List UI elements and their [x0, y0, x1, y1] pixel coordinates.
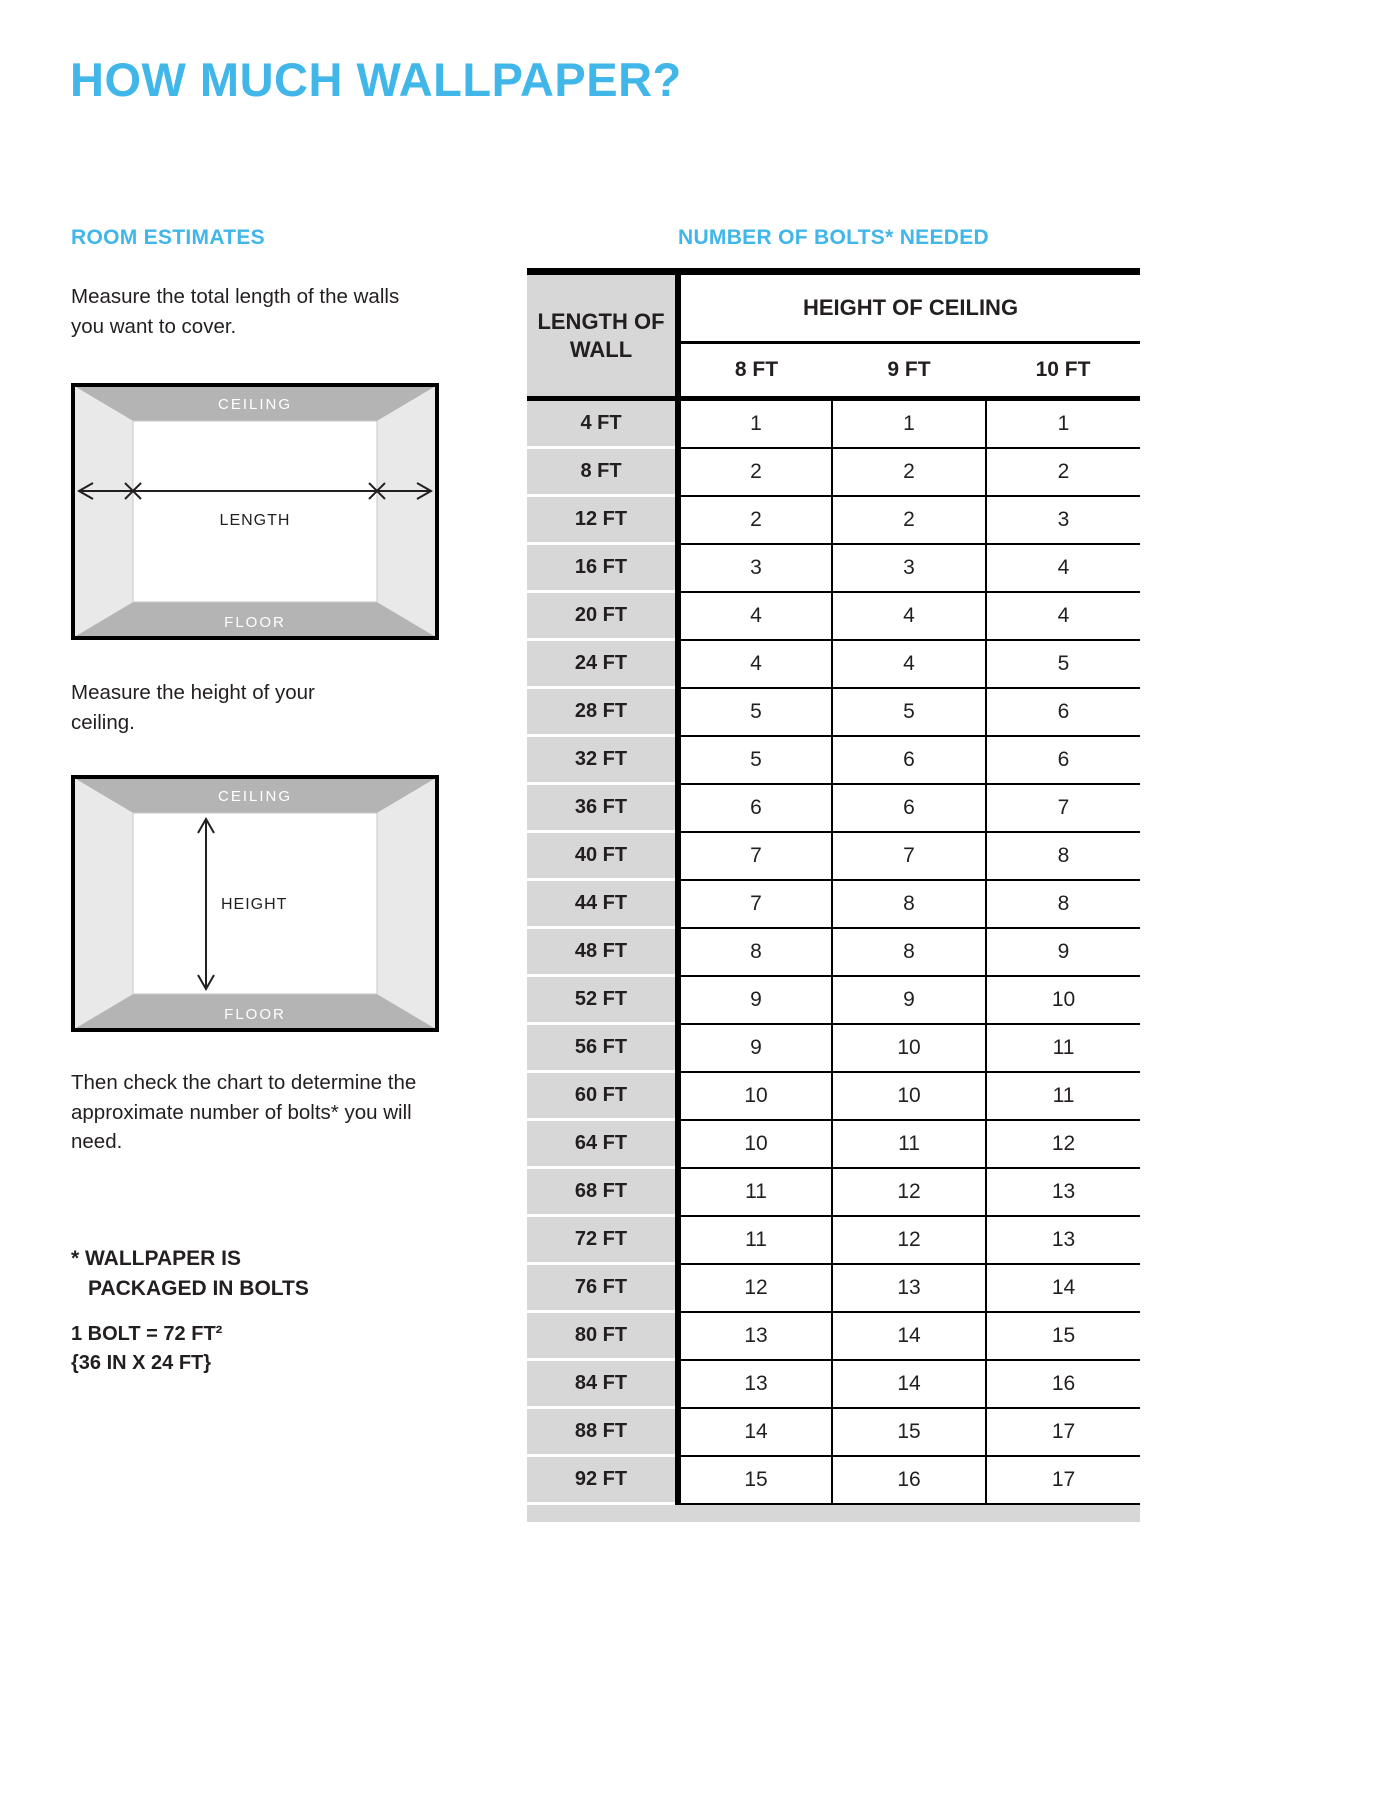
length-label: LENGTH [219, 512, 291, 529]
bolts-value-cell: 16 [986, 1360, 1140, 1408]
wall-length-cell: 24 FT [527, 640, 678, 688]
bolts-value-cell: 4 [986, 592, 1140, 640]
bolts-value-cell: 11 [986, 1024, 1140, 1072]
height-label: HEIGHT [221, 896, 288, 913]
bolts-table-body [527, 399, 1140, 1504]
bolts-value-cell: 17 [986, 1456, 1140, 1504]
wall-length-cell: 76 FT [527, 1264, 678, 1312]
table-footer-strip [527, 1504, 1140, 1523]
left-wall-plane [74, 778, 133, 1029]
bolts-value-cell: 2 [832, 448, 986, 496]
bolts-table-footer [527, 1504, 1140, 1523]
right-wall-plane [377, 778, 436, 1029]
bolts-value-cell: 9 [832, 976, 986, 1024]
footnote-line-2: PACKAGED IN BOLTS [88, 1277, 309, 1301]
table-row [527, 1312, 1140, 1360]
table-row [527, 640, 1140, 688]
room-estimates-heading: ROOM ESTIMATES [71, 226, 265, 249]
bolts-value-cell: 10 [832, 1072, 986, 1120]
table-row [527, 688, 1140, 736]
table-row [527, 832, 1140, 880]
wall-length-cell: 92 FT [527, 1456, 678, 1504]
wall-length-cell: 28 FT [527, 688, 678, 736]
bolts-value-cell: 4 [986, 544, 1140, 592]
bolts-value-cell: 4 [678, 640, 832, 688]
bolts-value-cell: 11 [832, 1120, 986, 1168]
bolts-value-cell: 3 [986, 496, 1140, 544]
instruction-measure-height: Measure the height of your ceiling. [71, 681, 315, 734]
page-title: HOW MUCH WALLPAPER? [70, 53, 682, 106]
bolts-value-cell: 15 [986, 1312, 1140, 1360]
wall-length-cell: 80 FT [527, 1312, 678, 1360]
length-of-wall-header: LENGTH OF WALL [527, 275, 678, 399]
table-row [527, 1216, 1140, 1264]
bolts-value-cell: 2 [678, 448, 832, 496]
bolts-value-cell: 2 [986, 448, 1140, 496]
bolts-value-cell: 12 [986, 1120, 1140, 1168]
bolts-value-cell: 8 [678, 928, 832, 976]
bolts-value-cell: 11 [986, 1072, 1140, 1120]
wall-length-cell: 32 FT [527, 736, 678, 784]
bolts-table [527, 275, 1140, 1522]
bolts-value-cell: 1 [986, 399, 1140, 448]
bolts-value-cell: 15 [678, 1456, 832, 1504]
wall-length-cell: 56 FT [527, 1024, 678, 1072]
wall-length-cell: 68 FT [527, 1168, 678, 1216]
bolts-value-cell: 6 [986, 688, 1140, 736]
bolts-value-cell: 5 [678, 688, 832, 736]
wall-length-cell: 52 FT [527, 976, 678, 1024]
bolts-value-cell: 7 [678, 832, 832, 880]
bolts-value-cell: 12 [832, 1168, 986, 1216]
bolts-value-cell: 13 [986, 1168, 1140, 1216]
bolts-value-cell: 1 [678, 399, 832, 448]
bolts-value-cell: 15 [832, 1408, 986, 1456]
instruction-measure-length: Measure the total length of the walls you want to cover. [71, 285, 400, 338]
bolts-value-cell: 3 [832, 544, 986, 592]
bolt-equation: 1 BOLT = 72 FT² [71, 1323, 223, 1345]
table-row [527, 1120, 1140, 1168]
room-length-diagram [71, 383, 439, 645]
bolts-value-cell: 10 [678, 1072, 832, 1120]
bolts-value-cell: 4 [832, 592, 986, 640]
bolts-table-header [527, 275, 1140, 399]
table-row [527, 1360, 1140, 1408]
bolts-value-cell: 6 [832, 784, 986, 832]
table-row [527, 1024, 1140, 1072]
bolts-value-cell: 10 [986, 976, 1140, 1024]
bolts-value-cell: 1 [832, 399, 986, 448]
ceiling-10ft-header: 10 FT [986, 343, 1140, 399]
floor-label: FLOOR [224, 1006, 286, 1023]
instruction-check-chart: Then check the chart to determine the approximate number of bolts* you will need. [71, 1071, 417, 1154]
bolts-value-cell: 8 [986, 832, 1140, 880]
bolts-value-cell: 14 [986, 1264, 1140, 1312]
ceiling-label: CEILING [217, 788, 293, 805]
table-row [527, 592, 1140, 640]
bolts-value-cell: 13 [678, 1312, 832, 1360]
table-row [527, 1168, 1140, 1216]
room-length-diagram-svg [71, 383, 439, 640]
bolts-value-cell: 5 [678, 736, 832, 784]
wall-length-cell: 84 FT [527, 1360, 678, 1408]
wall-length-cell: 64 FT [527, 1120, 678, 1168]
bolts-value-cell: 8 [986, 880, 1140, 928]
wall-length-cell: 8 FT [527, 448, 678, 496]
bolts-table-container [527, 268, 1140, 1522]
table-row [527, 928, 1140, 976]
table-row [527, 1408, 1140, 1456]
wall-length-cell: 60 FT [527, 1072, 678, 1120]
bolts-value-cell: 2 [678, 496, 832, 544]
bolts-value-cell: 4 [832, 640, 986, 688]
bolts-value-cell: 8 [832, 880, 986, 928]
room-height-diagram [71, 775, 439, 1037]
table-row [527, 1456, 1140, 1504]
bolts-value-cell: 4 [678, 592, 832, 640]
bolts-value-cell: 5 [832, 688, 986, 736]
bolts-value-cell: 11 [678, 1216, 832, 1264]
bolts-value-cell: 7 [678, 880, 832, 928]
bolts-value-cell: 13 [986, 1216, 1140, 1264]
bolts-value-cell: 5 [986, 640, 1140, 688]
table-row [527, 1264, 1140, 1312]
wall-length-cell: 20 FT [527, 592, 678, 640]
table-row [527, 1072, 1140, 1120]
right-wall-plane [377, 386, 436, 637]
bolts-value-cell: 9 [678, 976, 832, 1024]
wall-length-cell: 88 FT [527, 1408, 678, 1456]
wall-length-cell: 16 FT [527, 544, 678, 592]
wall-length-cell: 72 FT [527, 1216, 678, 1264]
bolts-value-cell: 9 [986, 928, 1140, 976]
table-row [527, 544, 1140, 592]
bolts-value-cell: 8 [832, 928, 986, 976]
bolts-value-cell: 12 [832, 1216, 986, 1264]
bolts-value-cell: 6 [832, 736, 986, 784]
wall-length-cell: 40 FT [527, 832, 678, 880]
bolts-value-cell: 12 [678, 1264, 832, 1312]
bolts-value-cell: 14 [832, 1360, 986, 1408]
table-row [527, 880, 1140, 928]
footnote-line-1: * WALLPAPER IS [71, 1247, 241, 1270]
table-row [527, 448, 1140, 496]
bolts-value-cell: 14 [678, 1408, 832, 1456]
ceiling-8ft-header: 8 FT [678, 343, 832, 399]
bolts-value-cell: 13 [832, 1264, 986, 1312]
wall-length-cell: 48 FT [527, 928, 678, 976]
floor-label: FLOOR [224, 614, 286, 631]
room-height-diagram-svg [71, 775, 439, 1032]
table-row [527, 976, 1140, 1024]
bolts-value-cell: 10 [678, 1120, 832, 1168]
bolts-value-cell: 7 [832, 832, 986, 880]
bolts-value-cell: 9 [678, 1024, 832, 1072]
table-row [527, 784, 1140, 832]
bolts-value-cell: 3 [678, 544, 832, 592]
bolts-value-cell: 7 [986, 784, 1140, 832]
bolts-value-cell: 17 [986, 1408, 1140, 1456]
wall-length-cell: 4 FT [527, 399, 678, 448]
bolts-table-heading: NUMBER OF BOLTS* NEEDED [677, 226, 990, 249]
bolts-value-cell: 13 [678, 1360, 832, 1408]
wall-length-cell: 44 FT [527, 880, 678, 928]
height-of-ceiling-header: HEIGHT OF CEILING [678, 275, 1140, 343]
bolts-value-cell: 6 [986, 736, 1140, 784]
wall-length-cell: 36 FT [527, 784, 678, 832]
wall-length-cell: 12 FT [527, 496, 678, 544]
table-row [527, 399, 1140, 448]
ceiling-label: CEILING [217, 396, 293, 413]
bolts-value-cell: 6 [678, 784, 832, 832]
bolt-dimensions: {36 IN X 24 FT} [71, 1352, 212, 1374]
left-wall-plane [74, 386, 133, 637]
table-row [527, 496, 1140, 544]
bolts-value-cell: 2 [832, 496, 986, 544]
bolts-value-cell: 10 [832, 1024, 986, 1072]
bolts-value-cell: 14 [832, 1312, 986, 1360]
bolts-value-cell: 11 [678, 1168, 832, 1216]
ceiling-9ft-header: 9 FT [832, 343, 986, 399]
bolts-footnote [71, 1244, 309, 1305]
table-row [527, 736, 1140, 784]
bolts-value-cell: 16 [832, 1456, 986, 1504]
